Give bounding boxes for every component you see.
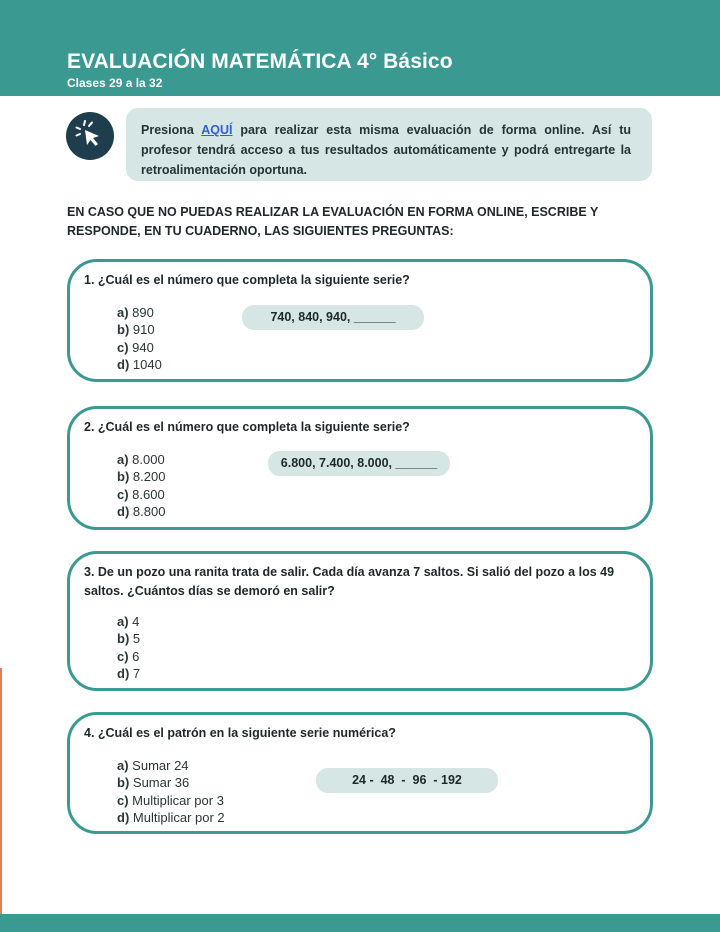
page-edge-line <box>0 668 2 914</box>
option-value: 940 <box>128 339 154 355</box>
option-4a <box>117 757 225 774</box>
option-value: Multiplicar por 2 <box>129 809 225 825</box>
option-letter: d) <box>117 809 130 825</box>
option-3d <box>117 665 140 682</box>
option-letter: d) <box>117 665 130 681</box>
series-pill-1: 740, 840, 940, ______ <box>242 305 424 330</box>
option-2a <box>117 451 165 468</box>
option-value: 910 <box>129 322 155 338</box>
series-pill-4: 24 - 48 - 96 - 192 <box>316 768 498 793</box>
option-letter: d) <box>117 503 130 519</box>
page-footer <box>0 914 720 932</box>
option-letter: c) <box>117 648 129 664</box>
option-letter: c) <box>117 339 129 355</box>
option-letter: b) <box>117 631 130 647</box>
option-letter: a) <box>117 452 129 467</box>
option-value: 8.600 <box>128 486 165 502</box>
option-3a <box>117 613 140 630</box>
question-card-4 <box>67 712 653 834</box>
option-letter: a) <box>117 614 129 629</box>
series-pill-2: 6.800, 7.400, 8.000, ______ <box>268 451 450 476</box>
question-text-2: 2. ¿Cuál es el número que completa la siguiente serie? <box>84 420 410 434</box>
page-subtitle: Clases 29 a la 32 <box>67 76 163 90</box>
option-2d <box>117 503 165 520</box>
option-1a <box>117 304 162 321</box>
options-list-4 <box>117 757 225 826</box>
option-letter: a) <box>117 758 129 773</box>
option-4c <box>117 792 225 809</box>
option-value: Sumar 24 <box>128 758 189 773</box>
option-value: 1040 <box>129 356 162 372</box>
option-value: 6 <box>128 648 140 664</box>
options-list-2 <box>117 451 165 520</box>
option-value: 5 <box>129 631 141 647</box>
option-value: 4 <box>128 614 140 629</box>
instructions-heading: EN CASO QUE NO PUEDAS REALIZAR LA EVALUACIÓN EN FORMA ONLINE, ESCRIBE Y RESPONDE, EN TU CUADERNO, LAS SIGUIENTES PREGUNTAS: <box>67 205 599 238</box>
option-4d <box>117 809 225 826</box>
question-card-1 <box>67 259 653 382</box>
page-title: EVALUACIÓN MATEMÁTICA 4° Básico <box>67 50 453 73</box>
option-1b <box>117 321 162 338</box>
question-text-3: 3. De un pozo una ranita trata de salir. Cada día avanza 7 saltos. Si salió del pozo a los 49 saltos. ¿Cuántos días se demoró en salir? <box>84 565 615 598</box>
option-value: 890 <box>128 305 154 320</box>
option-4b <box>117 774 225 791</box>
option-1c <box>117 339 162 356</box>
online-text-before: Presiona <box>141 123 202 137</box>
option-letter: b) <box>117 469 130 485</box>
option-1d <box>117 356 162 373</box>
option-value: 8.800 <box>129 503 166 519</box>
page-header <box>0 0 720 96</box>
option-3b <box>117 630 140 647</box>
online-text-after: para realizar esta misma evaluación de forma online. Así tu profesor tendrá acceso a tus resultados automáticamente y podrá entregarte la retroalimentación oportuna. <box>141 123 632 177</box>
option-value: Sumar 36 <box>129 775 190 791</box>
option-value: Multiplicar por 3 <box>128 792 224 808</box>
option-value: 8.200 <box>129 469 166 485</box>
options-list-1 <box>117 304 162 373</box>
question-text-4: 4. ¿Cuál es el patrón en la siguiente serie numérica? <box>84 726 396 740</box>
online-evaluation-link[interactable]: AQUÍ <box>201 123 233 137</box>
question-text-1: 1. ¿Cuál es el número que completa la siguiente serie? <box>84 273 410 287</box>
option-letter: d) <box>117 356 130 372</box>
options-list-3 <box>117 613 140 682</box>
option-3c <box>117 648 140 665</box>
question-card-2 <box>67 406 653 530</box>
cursor-click-icon <box>66 112 114 160</box>
online-evaluation-box <box>126 108 652 181</box>
option-letter: c) <box>117 486 129 502</box>
online-evaluation-text <box>141 120 631 180</box>
option-letter: b) <box>117 775 130 791</box>
option-letter: b) <box>117 322 130 338</box>
option-2c <box>117 486 165 503</box>
option-2b <box>117 468 165 485</box>
option-letter: c) <box>117 792 129 808</box>
option-value: 8.000 <box>128 452 165 467</box>
option-letter: a) <box>117 305 129 320</box>
question-card-3 <box>67 551 653 691</box>
option-value: 7 <box>129 665 141 681</box>
